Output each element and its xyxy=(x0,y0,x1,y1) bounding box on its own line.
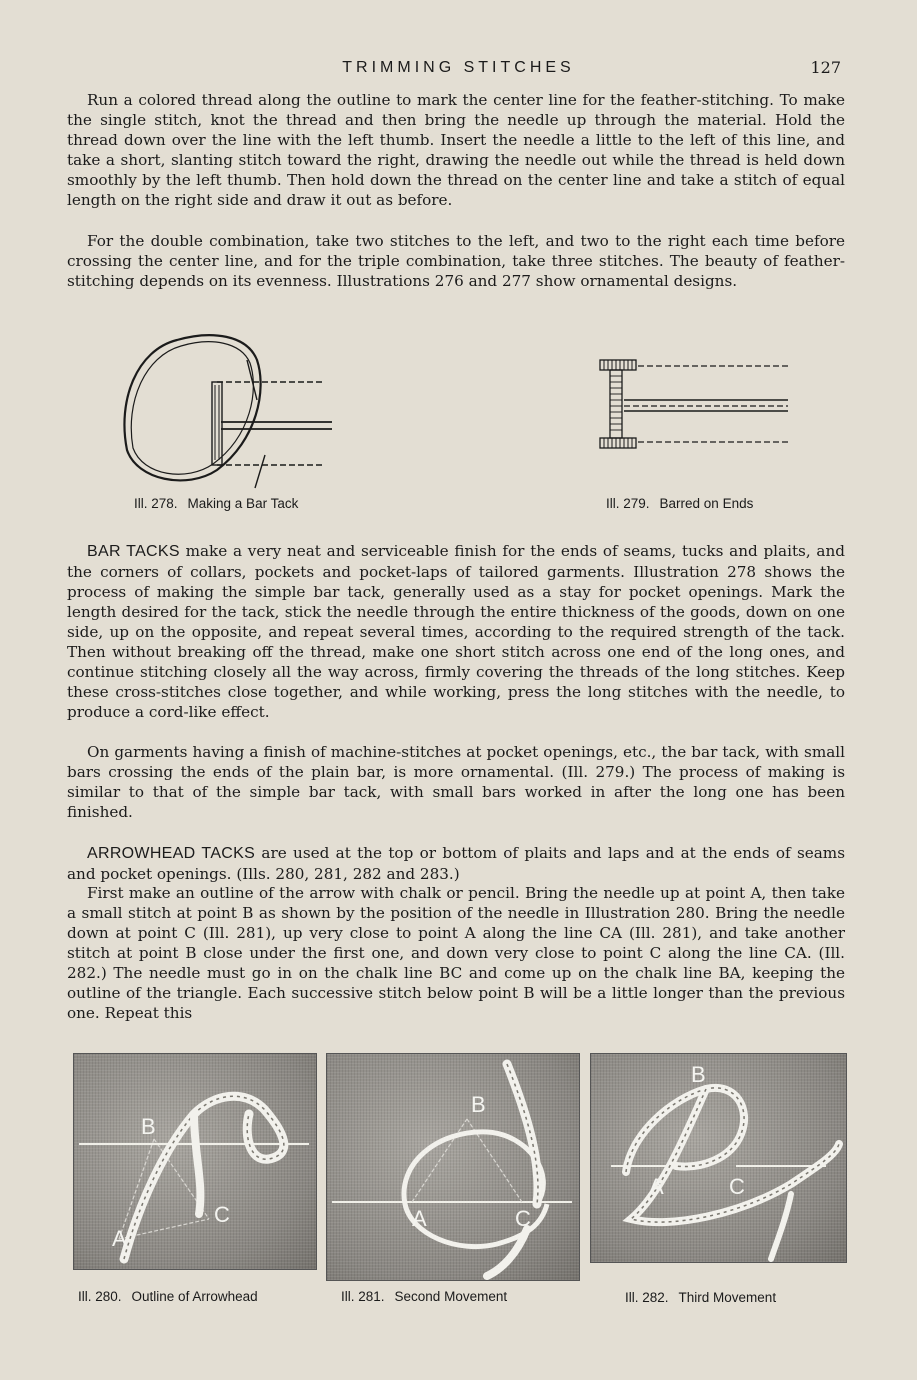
running-head: TRIMMING STITCHES xyxy=(342,59,575,76)
paragraph-arrowhead-tacks xyxy=(67,843,845,884)
page-header xyxy=(0,57,917,81)
photo-third-movement xyxy=(590,1053,847,1263)
bar-tacks-heading: BAR TACKS xyxy=(87,543,180,560)
photo-280-label-c: C xyxy=(214,1202,230,1227)
arrowhead-tacks-text: are used at the top or bottom of plaits and laps and at the ends of seams and pocket openings. (Ills. 280, 281, 282 and 283.) xyxy=(67,844,845,883)
photo-282-label-b: B xyxy=(691,1062,706,1087)
paragraph-feather-stitch: Run a colored thread along the outline to mark the center line for the feather-stitching. To make the single stitch, knot the thread and then bring the needle up through the material. Hold the thread down over the line with the left thumb. Insert the needle a little to the left of this line, and take a short, slanting stitch toward the right, drawing the needle out while the thread is held down smoothly by the left thumb. Then hold down the thread on the center line and take a stitch of equal length on the right side and draw it out as before. xyxy=(67,91,845,209)
paragraph-arrowhead-steps: First make an outline of the arrow with chalk or pencil. Bring the needle up at point A, then take a small stitch at point B as shown by the position of the needle in Illustration 280. Bring the needle down at point C (Ill. 281), up very close to point A along the line CA (Ill. 281), and take another stitch at point B close under the first one, and down very close to point C along the line CA. (Ill. 282.) The needle must go in on the chalk line BC and come up on the chalk line BA, keeping the outline of the triangle. Each successive stitch below point B will be a little longer than the previous one. Repeat this xyxy=(67,884,845,1022)
caption-280-title: Outline of Arrowhead xyxy=(131,1289,258,1304)
caption-278-number: Ill. 278. xyxy=(134,496,178,511)
paragraph-bar-tack-ornamental: On garments having a finish of machine-stitches at pocket openings, etc., the bar tack, with small bars crossing the ends of the plain bar, is more ornamental. (Ill. 279.) The process of making is similar to that of the simple bar tack, with small bars worked in after the long one has been finished. xyxy=(67,743,845,821)
caption-279 xyxy=(606,496,753,511)
caption-281-number: Ill. 281. xyxy=(341,1289,385,1304)
photo-outline-of-arrowhead xyxy=(73,1053,317,1270)
paragraph-bar-tacks xyxy=(67,541,845,722)
paragraph-combinations: For the double combination, take two stitches to the left, and two to the right each time before crossing the center line, and for the triple combination, take three stitches. The beauty of feather-stitching depends on its evenness. Illustrations 276 and 277 show ornamental designs. xyxy=(67,232,845,290)
caption-280 xyxy=(78,1289,258,1304)
photo-280-label-b: B xyxy=(141,1114,156,1139)
caption-282-title: Third Movement xyxy=(678,1290,777,1305)
bar-tacks-text: make a very neat and serviceable finish for the ends of seams, tucks and plaits, and the corners of collars, pockets and pocket-laps of tailored garments. Illustration 278 shows the process of making the simple bar tack, generally used as a stay for pocket openings. Mark the length desired for the tack, stick the needle through the entire thickness of the goods, down on one side, up on the opposite, and repeat several times, according to the required strength of the tack. Then without breaking off the thread, make one short stitch across one end of the long ones, and continue stitching closely all the way across, firmly covering the threads of the long stitches. Keep these cross-stitches close together, and while working, press the long stitches with the needle, to produce a cord-like effect. xyxy=(67,542,845,721)
caption-278 xyxy=(134,496,298,511)
caption-281 xyxy=(341,1289,507,1304)
figure-bar-tack xyxy=(117,330,337,495)
caption-280-number: Ill. 280. xyxy=(78,1289,122,1304)
photo-282-label-c: C xyxy=(729,1174,745,1199)
photo-282-label-a: A xyxy=(649,1174,664,1199)
caption-278-title: Making a Bar Tack xyxy=(187,496,299,511)
bar-tack-drawing xyxy=(117,330,337,495)
arrowhead-tacks-heading: ARROWHEAD TACKS xyxy=(87,845,256,862)
barred-ends-drawing xyxy=(598,358,793,453)
photo-281-label-a: A xyxy=(412,1206,427,1231)
caption-279-title: Barred on Ends xyxy=(659,496,754,511)
photo-281-label-c: C xyxy=(515,1206,531,1231)
photo-281-label-b: B xyxy=(471,1092,486,1117)
caption-279-number: Ill. 279. xyxy=(606,496,650,511)
photo-second-movement xyxy=(326,1053,580,1281)
caption-282 xyxy=(625,1290,776,1305)
caption-281-title: Second Movement xyxy=(394,1289,508,1304)
photo-280-label-a: A xyxy=(112,1226,127,1251)
page-number: 127 xyxy=(810,58,841,77)
figure-barred-ends xyxy=(598,358,793,453)
caption-282-number: Ill. 282. xyxy=(625,1290,669,1305)
